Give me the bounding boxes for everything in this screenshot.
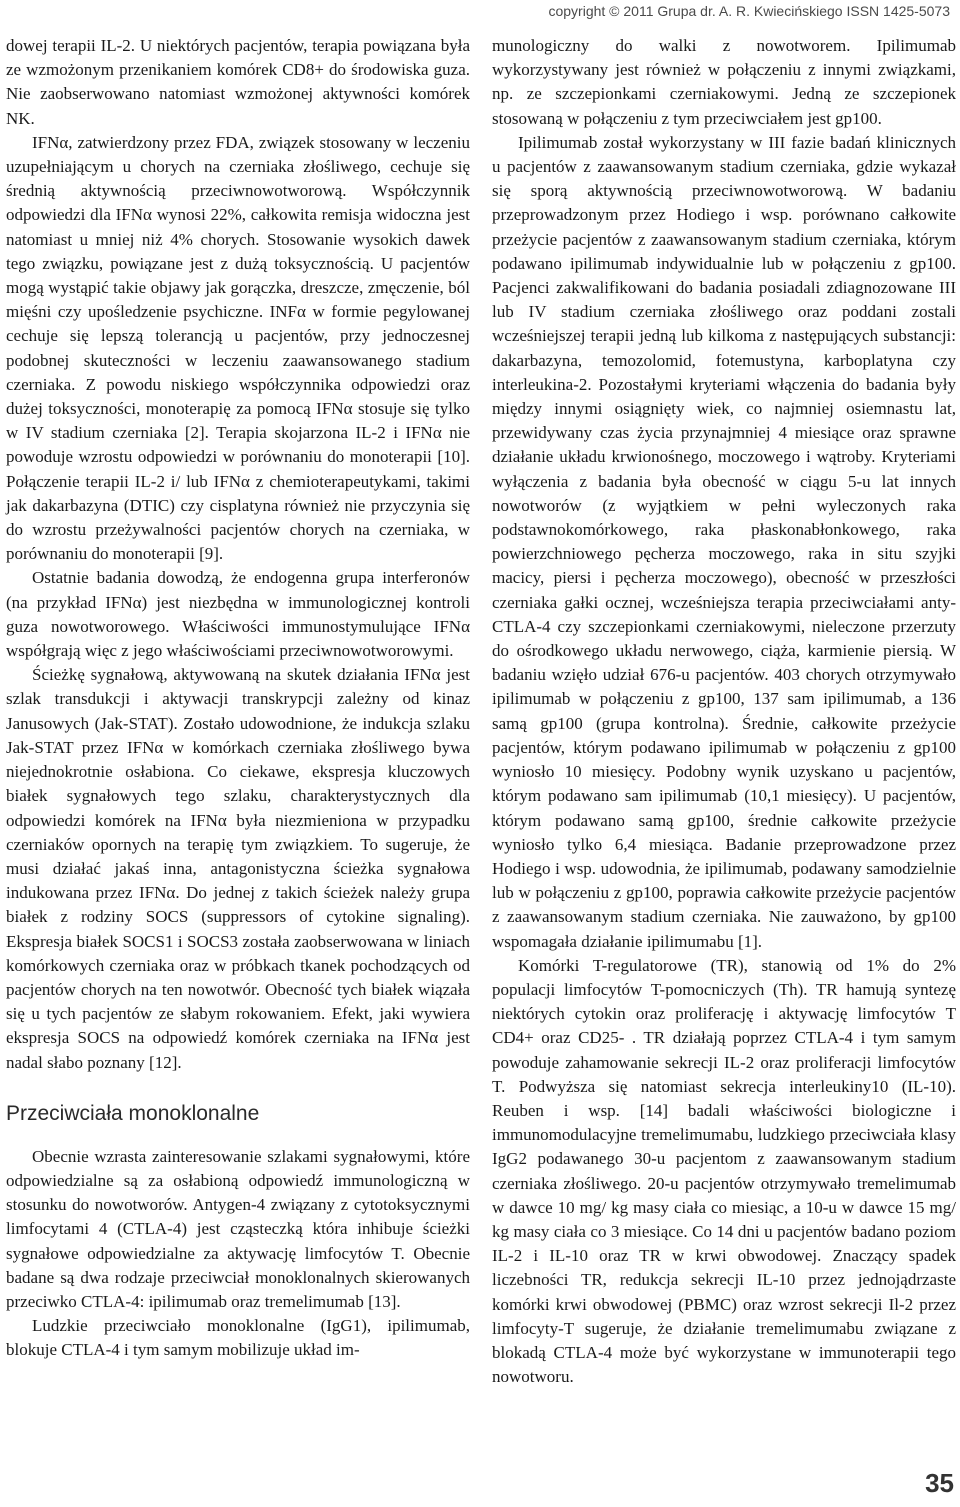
paragraph: dowej terapii IL-2. U niektórych pacjentów, terapia powiązana była ze wzmożonym przenikaniem komórek CD8+ do środowiska guza. Nie zaobserwowano natomiast wzmożonej aktywności komórek NK. <box>6 36 470 128</box>
paragraph: Ostatnie badania dowodzą, że endogenna grupa interferonów (na przykład IFNα) jest niezbędna w immunologicznej kontroli guza nowotworowego. Właściwości immunostymulujące IFNα współgrają więc z jego właściwościami przeciwnowotworowymi. <box>6 568 470 661</box>
paragraph: Komórki T-regulatorowe (TR), stanowią od 1% do 2% populacji limfocytów T-pomocniczych (Th). TR hamują syntezę niektórych cytokin oraz proliferację i aktywację limfocytów T CD4+ oraz CD25- . TR działają poprzez CTLA-4 i tym samym powoduje zahamowanie sekrecji IL-2 oraz proliferacji limfocytów T. Podwyższa się natomiast sekrecja interleukiny10 (IL-10). Reuben i wsp. [14] badali właściwości biologiczne i immunomodulacyjne tremelimumabu, ludzkiego przeciwciała klasy IgG2 podawanego 30-u pacjentom z zaawansowanym stadium czerniaka złośliwego. 20-u pacjentów otrzymywało tremelimumab w dawce 10 mg/ kg masy ciała co miesiąc, a 10-u w dawce 15 mg/ kg masy ciała co 3 miesiące. Co 14 dni u pacjentów badano poziom IL-2 i IL-10 oraz TR w krwi obwodowej. Znaczący spadek liczebności TR, redukcja sekrecji IL-10 przez jednojądrzaste komórki krwi obwodowej (PBMC) oraz wzrost sekrecji Il-2 przez limfocyty-T sugeruje, że działanie tremelimumabu związane z blokadą CTLA-4 może być wykorzystane w immunoterapii tego nowotworu. <box>492 955 956 1387</box>
right-column <box>492 34 956 1389</box>
paragraph: Ludzkie przeciwciało monoklonalne (IgG1), ipilimumab, blokuje CTLA-4 i tym samym mobilizuje układ im- <box>6 1316 470 1360</box>
paragraph: munologiczny do walki z nowotworem. Ipilimumab wykorzystywany jest również w połączeniu z innymi związkami, np. ze szczepionkami czerniakowymi. Jedną ze szczepionek stosowaną w połączeniu z tym przeciwciałem jest gp100. <box>492 36 956 128</box>
page-number: 35 <box>925 1468 954 1498</box>
paragraph: IFNα, zatwierdzony przez FDA, związek stosowany w leczeniu uzupełniającym u chorych na czerniaka złośliwego, cechuje się średnią aktywnością przeciwnowotworową. Współczynnik odpowiedzi dla IFNα wynosi 22%, całkowita remisja widoczna jest natomiast u mniej niż 4% chorych. Stosowanie wysokich dawek tego związku, powiązane jest z dużą toksycznością. U pacjentów mogą wystąpić takie objawy jak gorączka, dreszcze, zmęczenie, ból mięśni czy upośledzenie psychiczne. INFα w formie pegylowanej cechuje się lepszą tolerancją u pacjentów, przy jednoczesnej podobnej skuteczności w leczeniu zaawansowanego stadium czerniaka. Z powodu niskiego współczynnika odpowiedzi oraz dużej toksyczności, monoterapię za pomocą IFNα stosuje się tylko w IV stadium czerniaka [2]. Terapia skojarzona IL-2 i IFNα nie powoduje wzrostu odpowiedzi w porównaniu do monoterapii [10]. Połączenie terapii IL-2 i/ lub IFNα z chemioterapeutykami, takimi jak dakarbazyna (DTIC) czy cisplatyna również nie przyczynia się do wzrostu przeżywalności pacjentów chorych na czerniaka, w porównaniu do monoterapii [9]. <box>6 132 470 564</box>
section-heading: Przeciwciała monoklonalne <box>6 1101 260 1125</box>
left-column <box>6 34 470 1363</box>
copyright-header: copyright © 2011 Grupa dr. A. R. Kwiecińskiego ISSN 1425-5073 <box>548 3 950 19</box>
paragraph: Ipilimumab został wykorzystany w III fazie badań klinicznych u pacjentów z zaawansowanym stadium czerniaka, gdzie wykazał się sporą aktywnością przeciwnowotworową. W badaniu przeprowadzonym przez Hodiego i wsp. porównano całkowite przeżycie pacjentów z zaawansowanym stadium czerniaka, którym podawano ipilimumab indywidualnie lub w połączeniu z gp100. Pacjenci zakwalifikowani do badania posiadali zdiagnozowane III lub IV stadium czerniaka złośliwego oraz poddani zostali wcześniejszej terapii jedną lub kilkoma z następujących substancji: dakarbazyna, temozolomid, fotemustyna, karboplatyna czy interleukina-2. Pozostałymi kryteriami włączenia do badania były między innymi osiągnięty wiek, co najmniej osiemnastu lat, przewidywany czas życia przynajmniej 4 miesiące oraz sprawne działanie układu krwionośnego, moczowego i wątroby. Kryteriami wyłączenia z badania była obecność w ciągu 5-u lat innych nowotworów (z wyjątkiem w pełni wyleczonych raka podstawnokomórkowego, raka płaskonabłonkowego, raka powierzchniowego pęcherza moczowego, raka in situ szyjki macicy, piersi i pęcherza moczowego), obecność w przeszłości czerniaka gałki ocznej, wcześniejsza terapia przeciwciałami anty-CTLA-4 czy szczepionkami czerniakowymi, nieleczone przerzuty do ośrodkowego układu nerwowego, ciąża, karmienie piersią. W badaniu wzięło udział 676-u pacjentów. 403 chorych otrzymywało ipilimumab w połączeniu z gp100, 137 sam ipilimumab, a 136 samą gp100 (grupa kontrolna). Średnie, całkowite przeżycie pacjentów, którym podawano ipilimumab w połączeniu z gp100 wyniosło 10 miesięcy. Podobny wynik uzyskano u pacjentów, którym podawano sam ipilimumab (10,1 miesięcy). U pacjentów, którym podawano samą gp100, średnie całkowite przeżycie wyniosło tylko 6,4 miesiąca. Badanie przeprowadzone przez Hodiego i wsp. udowodnia, że ipilimumab, podawany samodzielnie lub w połączeniu z gp100, poprawia całkowite przeżycie pacjentów z zaawansowanym stadium czerniaka. Nie zauważono, by gp100 wspomagała działanie ipilimumabu [1]. <box>492 132 956 951</box>
paragraph: Ścieżkę sygnałową, aktywowaną na skutek działania IFNα jest szlak transdukcji i aktywacji transkrypcji zależny od kinaz Janusowych (Jak-STAT). Zostało udowodnione, że indukcja szlaku Jak-STAT przez IFNα w komórkach czerniaka złośliwego bywa niejednokrotnie osłabiona. Co ciekawe, ekspresja kluczowych białek sygnałowych tego szlaku, charakterystycznych dla odpowiedzi komórek na IFNα była niezmieniona w przypadku czerniaków opornych na terapię tym związkiem. To sugeruje, że musi działać jakaś inna, antagonistyczna ścieżka sygnałowa indukowana przez IFNα. Do jednej z takich ścieżek należy grupa białek z rodziny SOCS (suppressors of cytokine signaling). Ekspresja białek SOCS1 i SOCS3 została zaobserwowana w liniach komórkowych czerniaka oraz w próbkach tkanek pochodzących od pacjentów chorych na ten nowotwór. Obecność tych białek wiązała się u tych pacjentów ze słabym rokowaniem. Efekt, jaki wywiera ekspresja SOCS na odpowiedź komórek czerniaka na IFNα jest nadal słabo poznany [12]. <box>6 665 470 1072</box>
paragraph: Obecnie wzrasta zainteresowanie szlakami sygnałowymi, które odpowiedzialne są za osłabioną odpowiedź immunologiczną w stosunku do nowotworów. Antygen-4 związany z cytotoksycznymi limfocytami 4 (CTLA-4) jest cząsteczką która inhibuje ścieżki sygnałowe odpowiedzialne za aktywację limfocytów T. Obecnie badane są dwa rodzaje przeciwciał monoklonalnych skierowanych przeciwko CTLA-4: ipilimumab oraz tremelimumab [13]. <box>6 1146 470 1311</box>
